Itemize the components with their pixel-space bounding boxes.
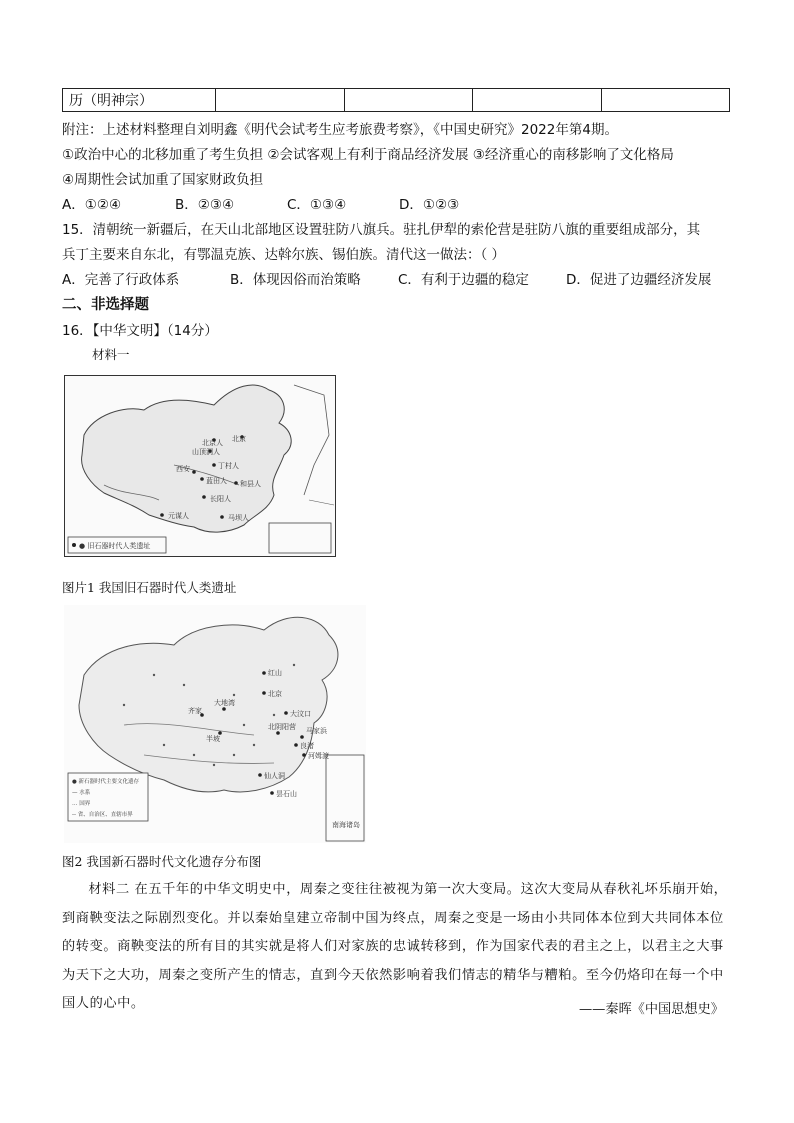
site-label: 长阳人	[210, 495, 231, 503]
site-label: 和县人	[240, 480, 261, 488]
site-label: 马家浜	[306, 727, 327, 735]
site-label: 蓝田人	[206, 477, 227, 485]
fig2-inset-label: 南海诸岛	[332, 821, 360, 829]
fig1-map-svg	[64, 375, 336, 557]
fig2-legend-item: ● 新石器时代主要文化遗存	[72, 779, 140, 785]
material1-label: 材料一	[92, 347, 130, 362]
material2-source: ——秦晖《中国思想史》	[578, 1002, 724, 1017]
table-row	[63, 89, 730, 112]
site-label: 西安	[176, 465, 190, 473]
fig2-legend-item: -- 省、自治区、直辖市界	[72, 812, 133, 818]
q14-option-c: C．①③④	[287, 197, 347, 213]
fig2-legend-item: … 国界	[72, 801, 91, 807]
table-row-label: 历（明神宗）	[63, 89, 216, 112]
table-cell	[601, 89, 730, 112]
site-label: 山顶洞人	[192, 448, 220, 456]
site-label: 良渚	[300, 742, 314, 750]
q14-option-a: A．①②④	[62, 197, 122, 213]
q15-option-b: B．体现因俗而治策略	[230, 272, 361, 288]
q15-option-a: A．完善了行政体系	[62, 272, 180, 288]
table-cell	[344, 89, 473, 112]
fig2-map	[64, 605, 366, 843]
fig2-caption: 图2 我国新石器时代文化遗存分布图	[62, 854, 262, 869]
material2-text: 材料二 在五千年的中华文明史中，周秦之变往往被视为第一次大变局。这次大变局从春秋礼坏乐崩开始，到商鞅变法之际剧烈变化。并以秦始皇建立帝制中国为终点，周秦之变是一场由小共同体本位到大共同体本位的转变。商鞅变法的所有目的其实就是将人们对家族的忠诚转移到，作为国家代表的君主之上，以君主之大事为天下之大功，周秦之变所产生的情志，直到今天依然影响着我们情志的精华与糟粕。至今仍烙印在每一个中国人的心中。	[62, 882, 728, 1011]
site-label: 大地湾	[214, 699, 235, 707]
china-outline-2	[79, 617, 338, 792]
q15-option-c: C．有利于边疆的稳定	[398, 272, 529, 288]
site-label: 大汶口	[290, 710, 311, 718]
q14-option-d: D．①②③	[399, 197, 460, 213]
site-label: 仙人洞	[264, 772, 285, 780]
site-label: 丁村人	[218, 462, 239, 470]
answer-table	[62, 88, 730, 112]
q14-statement-line2: ④周期性会试加重了国家财政负担	[62, 172, 264, 188]
site-label: 元谋人	[168, 512, 189, 520]
site-label: 北京	[232, 435, 246, 443]
site-label: 北阴阳营	[268, 723, 296, 731]
fig2-legend-item: — 水系	[72, 790, 91, 796]
fig2-map-svg	[64, 605, 366, 843]
site-label: 河姆渡	[308, 752, 329, 760]
fig1-legend: ● 旧石器时代人类遗址	[79, 542, 151, 550]
site-label: 北京人	[202, 439, 223, 447]
table-cell	[473, 89, 602, 112]
q15-option-d: D．促进了边疆经济发展	[566, 272, 712, 288]
q14-note: 附注：上述材料整理自刘明鑫《明代会试考生应考旅费考察》，《中国史研究》2022年第4期。	[62, 122, 618, 138]
q16-title: 16．【中华文明】（14分）	[62, 323, 218, 339]
table-cell	[216, 89, 345, 112]
section-heading: 二、非选择题	[62, 297, 149, 313]
fig1-caption: 图片1 我国旧石器时代人类遗址	[62, 580, 237, 595]
site-label: 红山	[268, 669, 282, 677]
fig1-map	[64, 375, 336, 557]
q15-stem-line1: 15．清朝统一新疆后，在天山北部地区设置驻防八旗兵。驻扎伊犁的索伦营是驻防八旗的重要组成部分，其	[62, 222, 701, 238]
site-label: 马坝人	[228, 514, 249, 522]
site-label: 昙石山	[276, 790, 297, 798]
site-label: 半坡	[206, 735, 220, 743]
q15-stem-line2: 兵丁主要来自东北，有鄂温克族、达斡尔族、锡伯族。清代这一做法：（ ）	[62, 247, 506, 263]
site-label: 齐家	[188, 707, 202, 715]
q14-statement-line1: ①政治中心的北移加重了考生负担 ②会试客观上有利于商品经济发展 ③经济重心的南移影响了文化格局	[62, 147, 674, 163]
q14-option-b: B．②③④	[175, 197, 235, 213]
site-label: 北京	[268, 690, 282, 698]
